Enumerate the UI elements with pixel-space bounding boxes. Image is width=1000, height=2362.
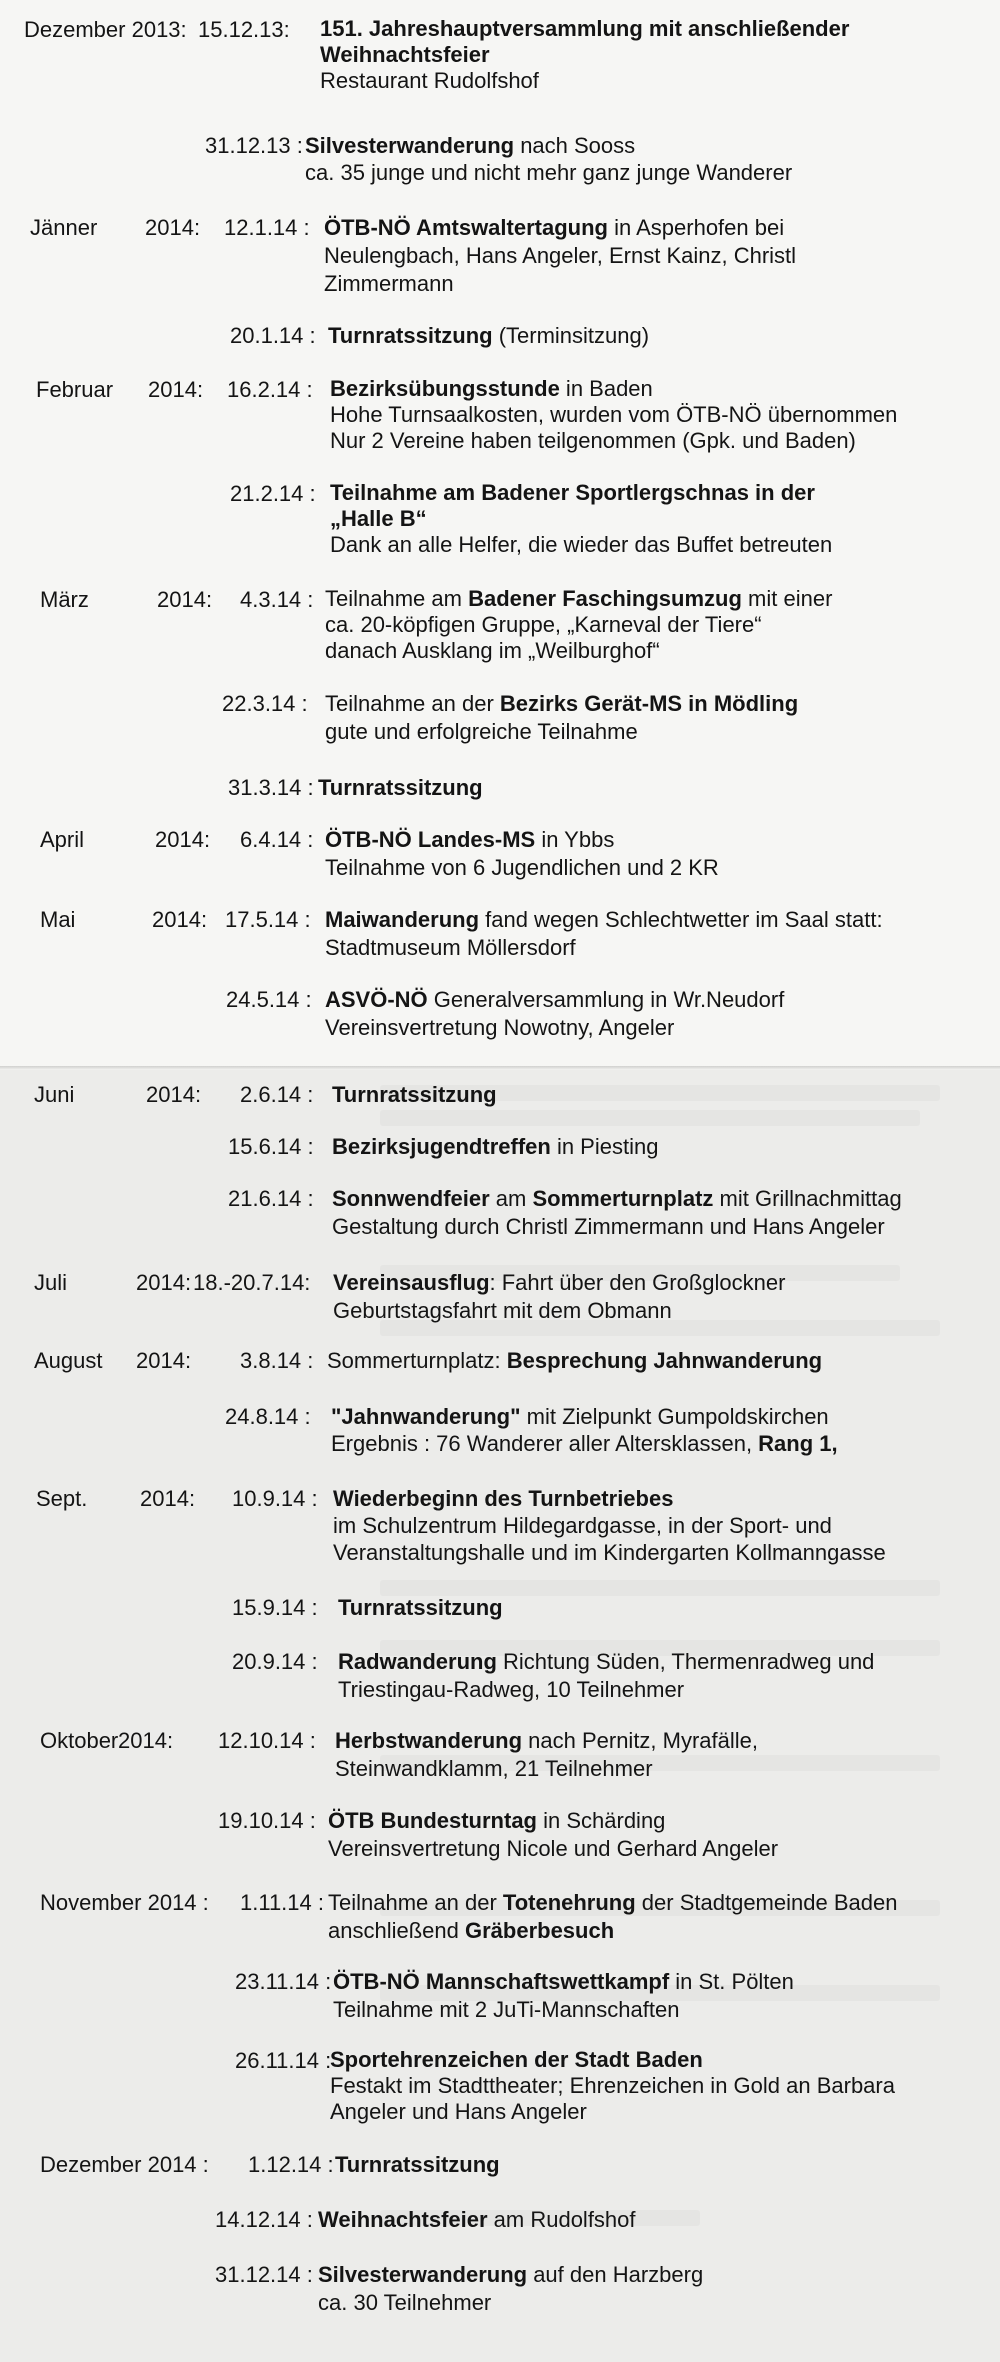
text: : Fahrt über den Großglockner [489, 1270, 786, 1295]
text: gute und erfolgreiche Teilnahme [325, 719, 638, 744]
entry-date: 16.2.14 : [227, 377, 313, 402]
text: Neulengbach, Hans Angeler, Ernst Kainz, Christl [324, 243, 797, 268]
text: Veranstaltungshalle und im Kindergarten Kollmanngasse [333, 1540, 886, 1565]
text: Festakt im Stadttheater; Ehrenzeichen in Gold an Barbara [330, 2073, 895, 2098]
bold-text: 151. Jahreshauptversammlung mit anschließender [320, 16, 850, 41]
text: Teilnahme an der [328, 1890, 503, 1915]
entry-month: August [34, 1348, 103, 1373]
text: mit Grillnachmittag [713, 1186, 902, 1211]
entry-line [325, 854, 719, 882]
entry-description [330, 376, 897, 454]
entry-line [338, 1676, 874, 1704]
text: Ergebnis : 76 Wanderer aller Altersklassen, [331, 1431, 759, 1456]
entry-line [338, 1648, 874, 1676]
entry-date: 26.11.14 : [235, 2048, 332, 2073]
text: Geburtstagsfahrt mit dem Obmann [333, 1298, 672, 1323]
text: in Piesting [550, 1134, 659, 1159]
entry-date: 14.12.14 : [215, 2207, 313, 2232]
entry-date: 1.12.14 : [248, 2152, 334, 2177]
entry-line [325, 612, 832, 638]
bold-text: Vereinsausflug [333, 1270, 490, 1295]
bold-text: Weihnachtsfeier [320, 42, 490, 67]
bold-text: Radwanderung [338, 1649, 497, 1674]
entry-line [318, 774, 483, 801]
entry-line [325, 826, 719, 854]
bold-text: „Halle B“ [330, 506, 427, 531]
entry-year: 2014: [140, 1486, 196, 1511]
entry-line [330, 2099, 895, 2125]
bold-text: ÖTB-NÖ Mannschaftswettkampf [333, 1969, 670, 1994]
entry-line [330, 532, 832, 558]
show-through-line [380, 1110, 920, 1126]
entry-line [332, 1185, 902, 1213]
entry-date: 19.10.14 : [218, 1808, 316, 1833]
entry-line [327, 1347, 822, 1374]
bold-text: Wiederbeginn des Turnbetriebes [333, 1486, 674, 1511]
entry-line [330, 2073, 895, 2099]
entry-description [325, 986, 784, 1042]
text: in Baden [559, 376, 653, 401]
text: anschließend [328, 1918, 465, 1943]
text: Stadtmuseum Möllersdorf [325, 935, 576, 960]
bold-text: Totenehrung [502, 1890, 636, 1915]
entry-line [324, 242, 796, 270]
text: mit einer [741, 586, 833, 611]
bold-text: Silvesterwanderung [305, 133, 515, 158]
text: im Schulzentrum Hildegardgasse, in der Sport- und [333, 1513, 832, 1538]
entry-line [330, 402, 897, 428]
entry-line [325, 906, 883, 934]
entry-date: 24.8.14 : [225, 1404, 311, 1429]
page-seam [0, 1066, 1000, 1070]
entry-year: 2014: [136, 1270, 192, 1295]
bold-text: Maiwanderung [325, 907, 480, 932]
bold-text: Besprechung Jahnwanderung [506, 1348, 823, 1373]
entry-line [318, 2261, 703, 2289]
text: am Rudolfshof [487, 2207, 636, 2232]
bold-text: Sonnwendfeier [332, 1186, 490, 1211]
entry-line [305, 132, 792, 159]
entry-line [325, 1014, 784, 1042]
bold-text: ASVÖ-NÖ [325, 987, 428, 1012]
entry-line [325, 690, 798, 718]
text: fand wegen Schlechtwetter im Saal statt: [479, 907, 883, 932]
entry-line [333, 1512, 886, 1539]
entry-date: 21.2.14 : [230, 481, 316, 506]
entry-line [332, 1133, 658, 1160]
text: Triestingau-Radweg, 10 Teilnehmer [338, 1677, 685, 1702]
entry-line [318, 2206, 636, 2233]
entry-line [325, 934, 883, 962]
text: der Stadtgemeinde Baden [635, 1890, 898, 1915]
entry-description [324, 214, 796, 298]
entry-date: 21.6.14 : [228, 1186, 314, 1211]
entry-line [305, 159, 792, 186]
entry-line [325, 586, 832, 612]
entry-description [330, 480, 832, 558]
entry-month: Juli [34, 1270, 68, 1295]
entry-description [327, 1347, 822, 1374]
entry-description [328, 322, 649, 349]
entry-month: Dezember 2013: [24, 17, 187, 42]
entry-description [331, 1403, 838, 1457]
text: in St. Pölten [669, 1969, 794, 1994]
entry-description [318, 774, 483, 801]
entry-line [330, 376, 897, 402]
entry-month: Februar [36, 377, 114, 402]
entry-line [331, 1430, 838, 1457]
bold-text: Teilnahme am Badener Sportlergschnas in der [330, 480, 815, 505]
entry-line [320, 16, 849, 42]
entry-date: 31.12.13 : [205, 133, 303, 158]
text: Zimmermann [324, 271, 454, 296]
entry-description [325, 826, 719, 882]
text: nach Sooss [514, 133, 636, 158]
entry-line [338, 1594, 503, 1621]
entry-description [325, 586, 832, 664]
entry-description [333, 1968, 794, 2024]
entry-line [325, 986, 784, 1014]
entry-month: Jänner [30, 215, 98, 240]
entry-description [318, 2261, 703, 2317]
entry-year: 2014: [136, 1348, 192, 1373]
entry-date: 31.12.14 : [215, 2262, 313, 2287]
entry-date: 15.9.14 : [232, 1595, 318, 1620]
bold-text: Gräberbesuch [464, 1918, 615, 1943]
bold-text: Sommerturnplatz [532, 1186, 714, 1211]
entry-description [333, 1269, 785, 1325]
entry-description [338, 1594, 503, 1621]
entry-description [325, 906, 883, 962]
bold-text: Herbstwanderung [335, 1728, 523, 1753]
entry-year: 2014: [118, 1728, 174, 1753]
entry-date: 22.3.14 : [222, 691, 308, 716]
text: Teilnahme an der [325, 691, 500, 716]
entry-month: April [40, 827, 85, 852]
text: Teilnahme am [325, 586, 469, 611]
entry-line [328, 1889, 897, 1917]
entry-line [320, 68, 849, 94]
entry-line [328, 1917, 897, 1945]
entry-description [333, 1485, 886, 1566]
entry-date: 15.6.14 : [228, 1134, 314, 1159]
entry-description [338, 1648, 874, 1704]
bold-text: Sportehrenzeichen der Stadt Baden [330, 2047, 703, 2072]
entry-line [325, 638, 832, 664]
entry-date: 10.9.14 : [232, 1486, 318, 1511]
entry-date: 20.1.14 : [230, 323, 316, 348]
entry-line [330, 2047, 895, 2073]
text: nach Pernitz, Myrafälle, [522, 1728, 759, 1753]
entry-description [332, 1081, 497, 1108]
entry-date: 24.5.14 : [226, 987, 312, 1012]
bold-text: "Jahnwanderung" [331, 1404, 521, 1429]
entry-line [333, 1968, 794, 1996]
entry-year: 2014: [152, 907, 208, 932]
entry-description [335, 1727, 758, 1783]
entry-date: 2.6.14 : [240, 1082, 314, 1107]
entry-year: 2014: [148, 377, 204, 402]
text: am [489, 1186, 533, 1211]
entry-description [320, 16, 849, 94]
entry-line [325, 718, 798, 746]
entry-date: 18.-20.7.14: [193, 1270, 311, 1295]
entry-description [325, 690, 798, 746]
bold-text: Turnratssitzung [338, 1595, 503, 1620]
entry-date: 20.9.14 : [232, 1649, 318, 1674]
entry-month: März [40, 587, 89, 612]
entry-month: Mai [40, 907, 76, 932]
text: Dank an alle Helfer, die wieder das Buffet betreuten [330, 532, 833, 557]
entry-description [305, 132, 792, 186]
bold-text: Turnratssitzung [335, 2152, 500, 2177]
text: Richtung Süden, Thermenradweg und [496, 1649, 875, 1674]
entry-month: November 2014 : [40, 1890, 209, 1915]
bold-text: Turnratssitzung [332, 1082, 497, 1107]
bold-text: ÖTB Bundesturntag [328, 1808, 537, 1833]
text: Teilnahme von 6 Jugendlichen und 2 KR [325, 855, 719, 880]
text: ca. 30 Teilnehmer [318, 2290, 492, 2315]
entry-line [333, 1269, 785, 1297]
bold-text: Turnratssitzung [328, 323, 493, 348]
entry-month: Dezember 2014 : [40, 2152, 209, 2177]
entry-description [332, 1133, 658, 1160]
text: in Ybbs [535, 827, 615, 852]
entry-year: 2014: [157, 587, 213, 612]
entry-date: 12.10.14 : [218, 1728, 316, 1753]
entry-description [330, 2047, 895, 2125]
entry-line [332, 1213, 902, 1241]
entry-line [335, 2151, 500, 2178]
entry-line [318, 2289, 703, 2317]
entry-month: Oktober [40, 1728, 119, 1753]
entry-line [330, 428, 897, 454]
bold-text: Weihnachtsfeier [318, 2207, 488, 2232]
entry-description [328, 1889, 897, 1945]
text: Vereinsvertretung Nowotny, Angeler [325, 1015, 675, 1040]
entry-line [330, 506, 832, 532]
entry-date: 4.3.14 : [240, 587, 314, 612]
text: Restaurant Rudolfshof [320, 68, 539, 93]
entry-line [330, 480, 832, 506]
entry-month: Sept. [36, 1486, 88, 1511]
text: in Schärding [537, 1808, 666, 1833]
entry-line [328, 1835, 778, 1863]
entry-description [335, 2151, 500, 2178]
text: Nur 2 Vereine haben teilgenommen (Gpk. und Baden) [330, 428, 856, 453]
bold-text: Bezirksjugendtreffen [332, 1134, 551, 1159]
bold-text: ÖTB-NÖ Amtswaltertagung [324, 215, 608, 240]
entry-line [328, 322, 649, 349]
text: Angeler und Hans Angeler [330, 2099, 587, 2124]
entry-year: 2014: [146, 1082, 202, 1107]
entry-date: 31.3.14 : [228, 775, 314, 800]
entry-line [332, 1081, 497, 1108]
entry-line [331, 1403, 838, 1430]
text: Generalversammlung in Wr.Neudorf [427, 987, 785, 1012]
entry-date: 12.1.14 : [224, 215, 310, 240]
entry-description [332, 1185, 902, 1241]
bold-text: Badener Faschingsumzug [468, 586, 742, 611]
text: in Asperhofen bei [607, 215, 785, 240]
text: Teilnahme mit 2 JuTi-Mannschaften [333, 1997, 680, 2022]
entry-date: 6.4.14 : [240, 827, 314, 852]
entry-line [320, 42, 849, 68]
text: Hohe Turnsaalkosten, wurden vom ÖTB-NÖ übernommen [330, 402, 898, 427]
entry-date: 23.11.14 : [235, 1969, 332, 1994]
text: auf den Harzberg [527, 2262, 704, 2287]
entry-line [333, 1297, 785, 1325]
entry-month: Juni [34, 1082, 75, 1107]
entry-line [333, 1485, 886, 1512]
bold-text: Rang 1, [758, 1431, 838, 1456]
text: Gestaltung durch Christl Zimmermann und Hans Angeler [332, 1214, 885, 1239]
entry-date: 15.12.13: [198, 17, 290, 42]
text: Steinwandklamm, 21 Teilnehmer [335, 1756, 653, 1781]
entry-description [328, 1807, 778, 1863]
text: ca. 20-köpfigen Gruppe, „Karneval der Tiere“ [325, 612, 762, 637]
bold-text: Silvesterwanderung [318, 2262, 528, 2287]
bold-text: ÖTB-NÖ Landes-MS [325, 827, 536, 852]
bold-text: Turnratssitzung [318, 775, 483, 800]
text: mit Zielpunkt Gumpoldskirchen [520, 1404, 829, 1429]
bold-text: Bezirks Gerät-MS in Mödling [499, 691, 799, 716]
bold-text: Bezirksübungsstunde [330, 376, 560, 401]
entry-description [318, 2206, 636, 2233]
text: Vereinsvertretung Nicole und Gerhard Angeler [328, 1836, 779, 1861]
entry-date: 17.5.14 : [225, 907, 311, 932]
entry-line [328, 1807, 778, 1835]
entry-date: 1.11.14 : [240, 1890, 324, 1915]
entry-line [335, 1755, 758, 1783]
text: (Terminsitzung) [492, 323, 650, 348]
text: danach Ausklang im „Weilburghof“ [325, 638, 660, 663]
text: Sommerturnplatz: [327, 1348, 507, 1373]
entry-line [333, 1996, 794, 2024]
entry-line [324, 270, 796, 298]
entry-year: 2014: [155, 827, 211, 852]
entry-line [333, 1539, 886, 1566]
entry-line [324, 214, 796, 242]
entry-date: 3.8.14 : [240, 1348, 314, 1373]
text: ca. 35 junge und nicht mehr ganz junge Wanderer [305, 160, 793, 185]
entry-year: 2014: [145, 215, 201, 240]
entry-line [335, 1727, 758, 1755]
